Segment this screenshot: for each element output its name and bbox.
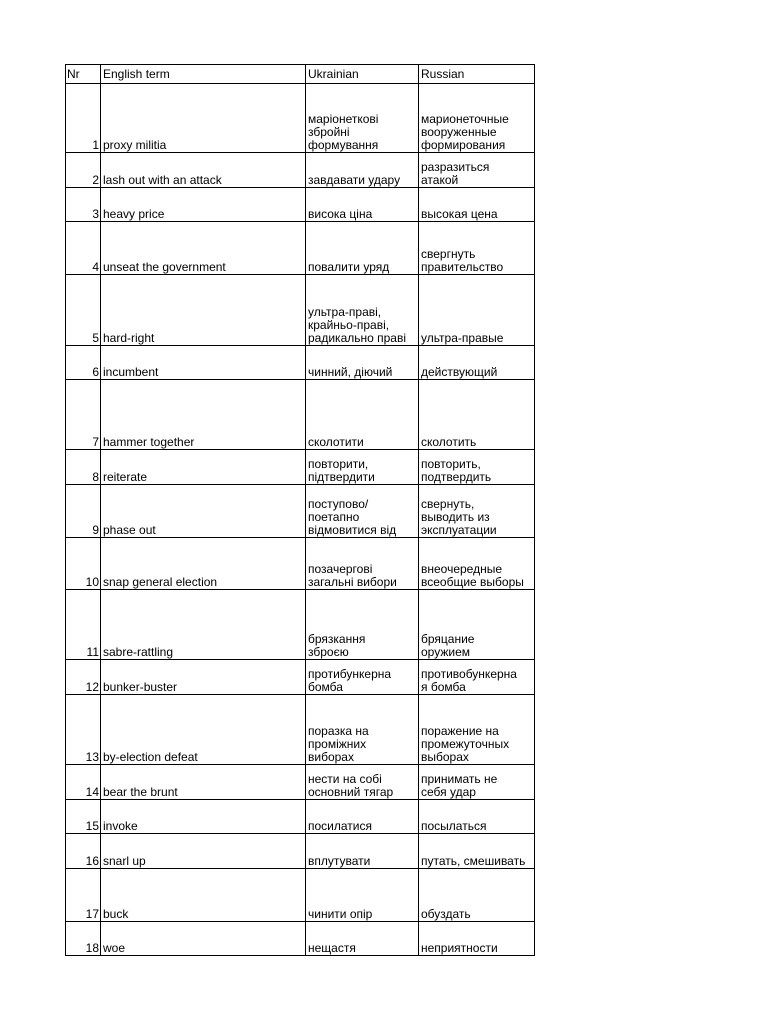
english-term: invoke: [101, 800, 306, 834]
english-term: incumbent: [101, 346, 306, 380]
table-row: [66, 222, 535, 275]
english-term: hammer together: [101, 380, 306, 450]
row-number: 4: [66, 222, 101, 275]
english-term: snap general election: [101, 538, 306, 590]
english-term: woe: [101, 922, 306, 956]
russian-term: обуздать: [419, 869, 535, 922]
row-number: 18: [66, 922, 101, 956]
row-number: 13: [66, 695, 101, 765]
ukrainian-term: маріонеткові збройні формування: [306, 84, 419, 153]
table-row: [66, 84, 535, 153]
russian-term: повторить, подтвердить: [419, 450, 535, 485]
russian-term: высокая цена: [419, 188, 535, 222]
russian-term: действующий: [419, 346, 535, 380]
russian-term: сколотить: [419, 380, 535, 450]
ukrainian-term: ультра-праві, крайньо-праві, радикально праві: [306, 275, 419, 346]
row-number: 15: [66, 800, 101, 834]
table-row: [66, 660, 535, 695]
table-row: [66, 869, 535, 922]
ukrainian-term: сколотити: [306, 380, 419, 450]
ukrainian-term: протибункерна бомба: [306, 660, 419, 695]
row-number: 1: [66, 84, 101, 153]
table-row: [66, 450, 535, 485]
english-term: lash out with an attack: [101, 153, 306, 188]
table-row: [66, 765, 535, 800]
english-term: snarl up: [101, 834, 306, 869]
ukrainian-term: чинний, діючий: [306, 346, 419, 380]
row-number: 3: [66, 188, 101, 222]
table-row: [66, 695, 535, 765]
english-term: by-election defeat: [101, 695, 306, 765]
russian-term: разразиться атакой: [419, 153, 535, 188]
glossary-table: [65, 64, 535, 956]
english-term: buck: [101, 869, 306, 922]
ukrainian-term: брязкання зброєю: [306, 590, 419, 660]
table-row: [66, 153, 535, 188]
russian-term: свернуть, выводить из эксплуатации: [419, 485, 535, 538]
row-number: 5: [66, 275, 101, 346]
table-row: [66, 834, 535, 869]
table-row: [66, 380, 535, 450]
english-term: bunker-buster: [101, 660, 306, 695]
ukrainian-term: чинити опір: [306, 869, 419, 922]
english-term: proxy militia: [101, 84, 306, 153]
table-row: [66, 275, 535, 346]
ukrainian-term: посилатися: [306, 800, 419, 834]
row-number: 17: [66, 869, 101, 922]
russian-term: свергнуть правительство: [419, 222, 535, 275]
header-ukrainian: Ukrainian: [306, 65, 419, 84]
english-term: hard-right: [101, 275, 306, 346]
row-number: 16: [66, 834, 101, 869]
table-header-row: [66, 65, 535, 84]
row-number: 14: [66, 765, 101, 800]
ukrainian-term: висока ціна: [306, 188, 419, 222]
ukrainian-term: повторити, підтвердити: [306, 450, 419, 485]
row-number: 12: [66, 660, 101, 695]
row-number: 10: [66, 538, 101, 590]
ukrainian-term: нещастя: [306, 922, 419, 956]
ukrainian-term: поступово/ поетапно відмовитися від: [306, 485, 419, 538]
header-nr: Nr: [66, 65, 101, 84]
russian-term: ультра-правые: [419, 275, 535, 346]
english-term: bear the brunt: [101, 765, 306, 800]
russian-term: путать, смешивать: [419, 834, 535, 869]
row-number: 6: [66, 346, 101, 380]
russian-term: поражение на промежуточных выборах: [419, 695, 535, 765]
english-term: heavy price: [101, 188, 306, 222]
row-number: 7: [66, 380, 101, 450]
ukrainian-term: повалити уряд: [306, 222, 419, 275]
table-row: [66, 485, 535, 538]
russian-term: неприятности: [419, 922, 535, 956]
russian-term: посылаться: [419, 800, 535, 834]
russian-term: бряцание оружием: [419, 590, 535, 660]
table-row: [66, 346, 535, 380]
table-row: [66, 922, 535, 956]
russian-term: внеочередные всеобщие выборы: [419, 538, 535, 590]
russian-term: принимать не себя удар: [419, 765, 535, 800]
header-english-term: English term: [101, 65, 306, 84]
russian-term: марионеточные вооруженные формирования: [419, 84, 535, 153]
english-term: unseat the government: [101, 222, 306, 275]
row-number: 9: [66, 485, 101, 538]
ukrainian-term: завдавати удару: [306, 153, 419, 188]
english-term: phase out: [101, 485, 306, 538]
ukrainian-term: позачергові загальні вибори: [306, 538, 419, 590]
table-row: [66, 800, 535, 834]
table-row: [66, 590, 535, 660]
row-number: 11: [66, 590, 101, 660]
row-number: 8: [66, 450, 101, 485]
english-term: reiterate: [101, 450, 306, 485]
header-russian: Russian: [419, 65, 535, 84]
table-row: [66, 538, 535, 590]
row-number: 2: [66, 153, 101, 188]
ukrainian-term: поразка на проміжних виборах: [306, 695, 419, 765]
table-row: [66, 188, 535, 222]
ukrainian-term: нести на собі основний тягар: [306, 765, 419, 800]
english-term: sabre-rattling: [101, 590, 306, 660]
ukrainian-term: вплутувати: [306, 834, 419, 869]
russian-term: противобункерна я бомба: [419, 660, 535, 695]
